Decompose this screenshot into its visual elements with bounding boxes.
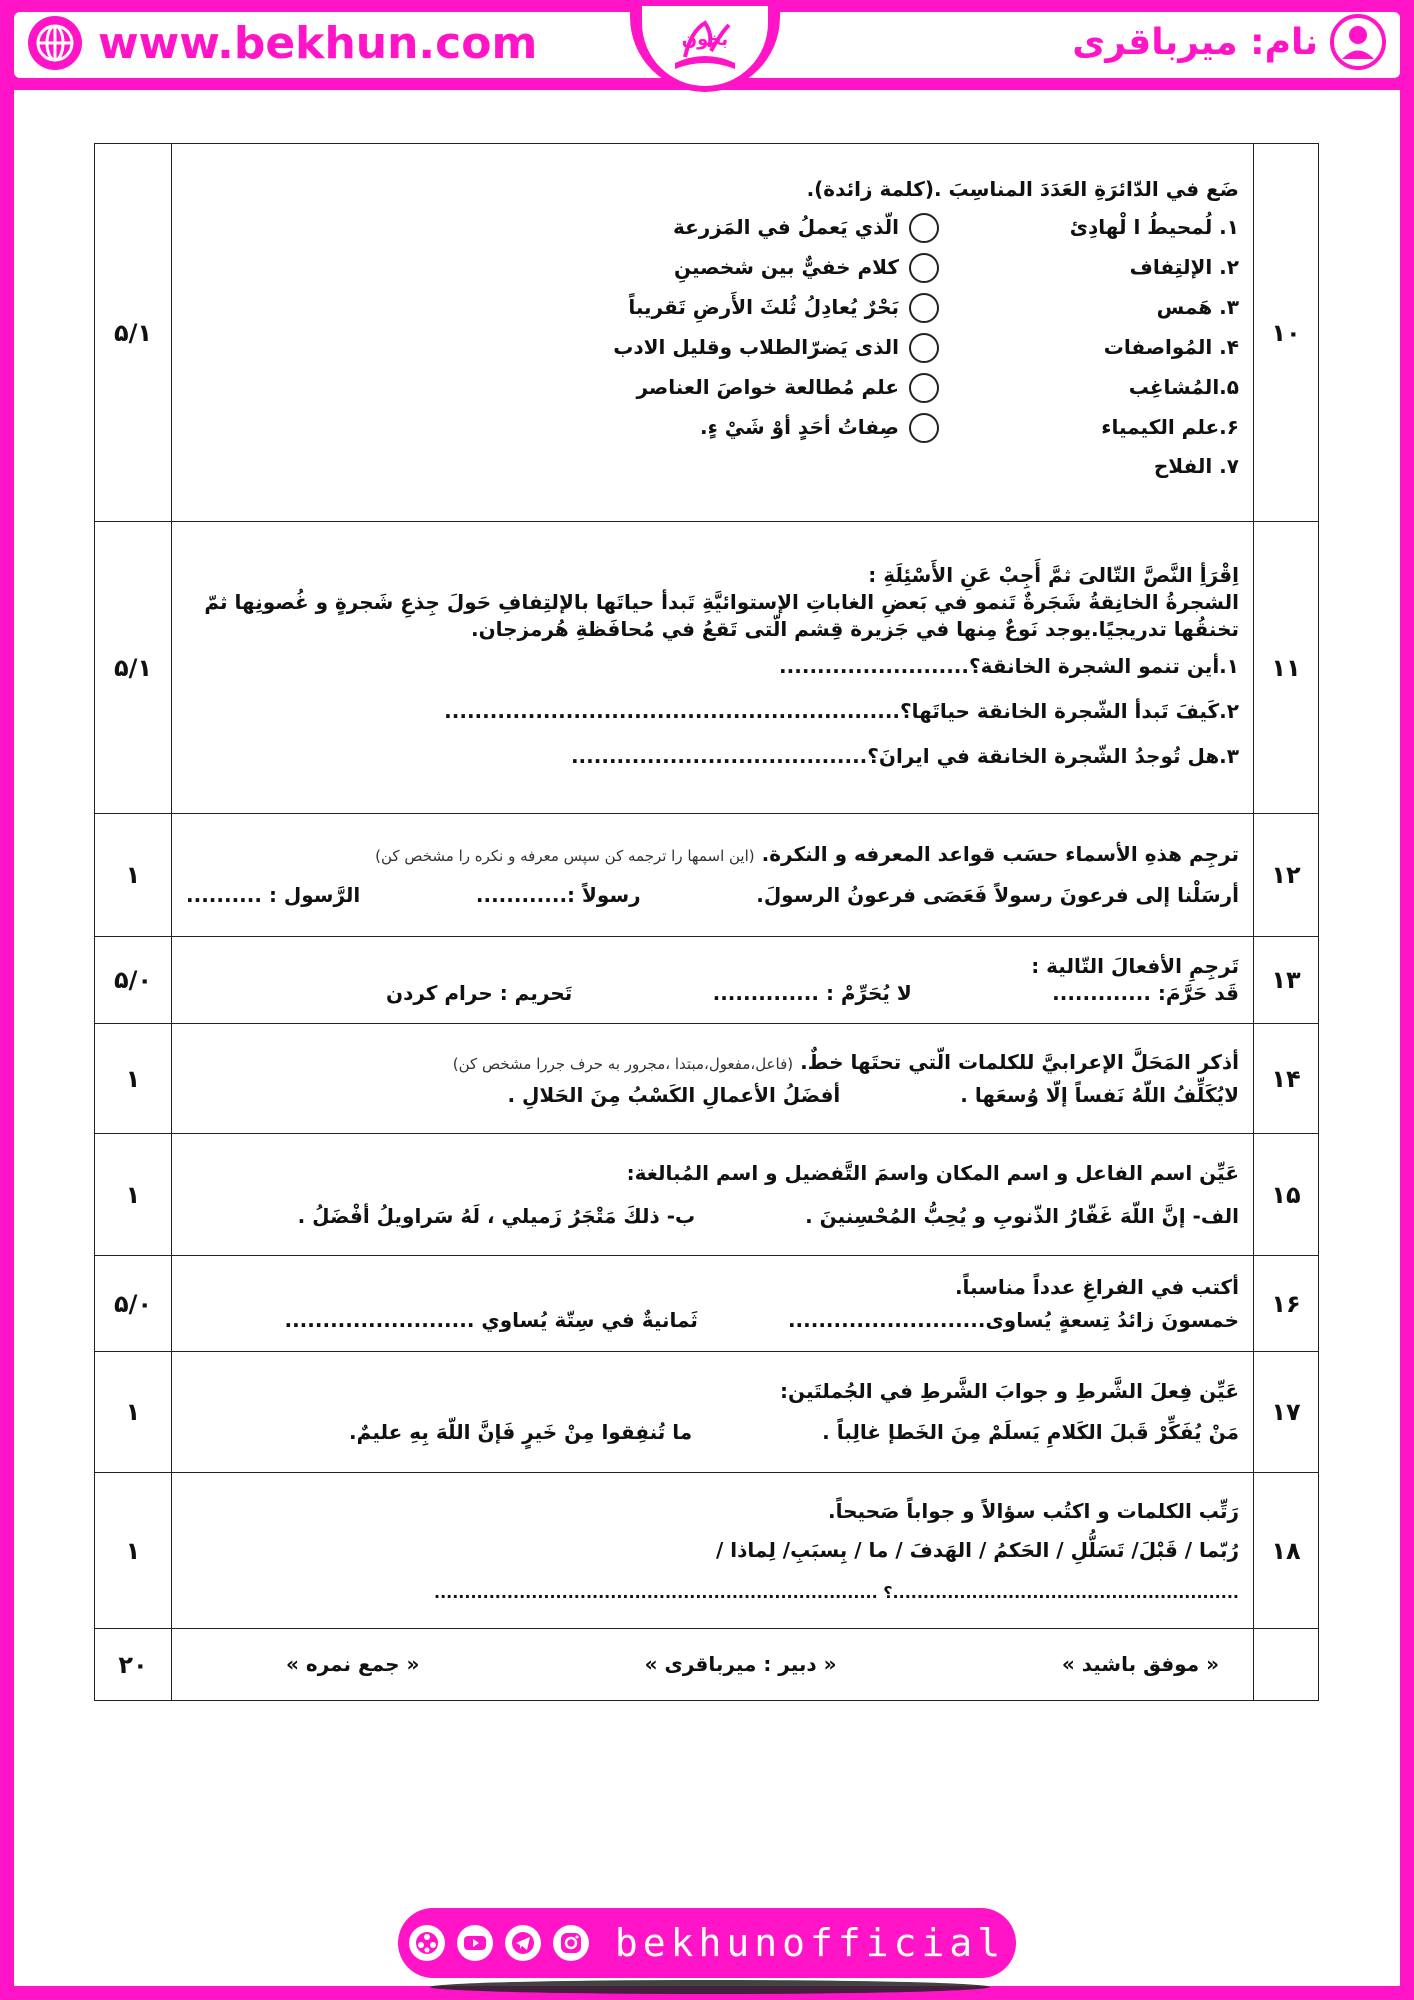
- match-definition: صِفاتُ أحَدٍ أوْ شَيْ ءٍ.: [699, 415, 899, 439]
- question-number: ١٨: [1254, 1473, 1319, 1629]
- match-definition: كلام خفيٌّ بين شخصينِ: [673, 255, 899, 279]
- question-score: ١: [95, 1024, 172, 1134]
- question-title: تَرجِمِ الأفعالَ التّالية :: [1031, 954, 1239, 978]
- reading-passage: الشجرةُ الخانِقةُ شَجَرةٌ تَنمو في بَعضِ الغاباتِ الإستوائيَّةِ تَبدأ حياتَها بالإلتِفافِ حَولَ جِذعِ شَجرةٍ و غُصونِها ثمّ تخنقُها تدريجيًا.يوجد نَوعٌ مِنها في جَزيرة قِشم الّتى تَقعُ في مُحافَظةِ هُرمزجان.: [204, 589, 1239, 641]
- question-number: ١١: [1254, 522, 1319, 814]
- match-term: ٢. الإلتِفاف: [1129, 255, 1239, 279]
- answer-blank[interactable]: .........................................................؟ .........................................................................: [433, 1582, 1239, 1602]
- question-title: رَتِّب الكلمات و اكتُب سؤالاً و جواباً صَحيحاً.: [827, 1498, 1239, 1523]
- question-score: ١/۵: [95, 522, 172, 814]
- match-pair: [186, 453, 1239, 480]
- sentence: ب- ذلكَ مَتْجَرُ زَميلي ، لَهُ سَراويلُ أفْضَلُ .: [297, 1203, 696, 1228]
- answer-blank[interactable]: الرَّسول : ..........: [186, 883, 361, 907]
- social-footer: [398, 1908, 1016, 1978]
- student-name-text: نام: میرباقری: [1072, 21, 1318, 63]
- telegram-icon[interactable]: [505, 1925, 541, 1961]
- question-body: [172, 814, 1254, 937]
- answer-circle[interactable]: [909, 213, 939, 243]
- answer-circle[interactable]: [909, 293, 939, 323]
- sentence: أفضَلُ الأعمالِ الكَسْبُ مِنَ الحَلالِ .: [507, 1082, 841, 1107]
- question-title: عَيِّن اسم الفاعل و اسم المكان واسمَ التَّفضيل و اسم المُبالغة:: [626, 1160, 1239, 1185]
- sentence: الف- إنَّ اللّهَ غَفّارُ الذّنوبِ و يُحِبُّ المُحْسِنينَ .: [805, 1203, 1239, 1228]
- question-body: [172, 1024, 1254, 1134]
- answer-circle[interactable]: [909, 253, 939, 283]
- student-name: [1072, 14, 1386, 70]
- empty-cell: [1254, 1629, 1319, 1701]
- question-title: ترجِم هذهِ الأسماء حسَب قواعد المعرفه و النكرة.: [761, 842, 1239, 866]
- total-label: « جمع نمره »: [286, 1652, 420, 1676]
- match-definition: بَحْرٌ يُعادِلُ ثُلثَ الأَرضِ تَقريباً: [628, 295, 899, 319]
- match-pair: [186, 333, 1239, 363]
- question-title: أكتب في الفراغِ عدداً مناسباً.: [954, 1274, 1239, 1299]
- question-score: ١/۵: [95, 144, 172, 522]
- logo-disc: [642, 6, 768, 86]
- top-bar: [0, 0, 1414, 90]
- answer-blank[interactable]: رسولاً :............: [475, 883, 641, 907]
- answer-blank[interactable]: لا يُحَرِّمْ : ..............: [712, 981, 912, 1005]
- exam-table: [94, 143, 1319, 1701]
- question-number: ١۵: [1254, 1134, 1319, 1256]
- instagram-icon[interactable]: [553, 1925, 589, 1961]
- answer-blank[interactable]: ثَمانيةٌ في سِتّة يُساوي .........................: [284, 1307, 698, 1332]
- website-text: www.bekhun.com: [98, 17, 538, 69]
- question-score: ٠/۵: [95, 937, 172, 1024]
- answer-blank[interactable]: .......................................: [570, 743, 868, 768]
- question-note: (فاعل،مفعول،مبتدا ،مجرور به حرف جررا مشخص کن): [452, 1054, 794, 1073]
- social-handle[interactable]: bekhunofficial: [614, 1921, 1006, 1965]
- youtube-icon[interactable]: [457, 1925, 493, 1961]
- footer-shadow: [430, 1980, 990, 1994]
- question-row-14: [95, 1024, 1319, 1134]
- book-logo-icon: [665, 11, 745, 81]
- question-row-17: [95, 1352, 1319, 1473]
- answer-blank[interactable]: خمسونَ زائدُ تِسعةٍ يُساوى..........................: [787, 1307, 1239, 1332]
- sentence: ما تُنفِقوا مِنْ خَيرٍ فَإنَّ اللّهَ بِهِ عليمٌ.: [349, 1420, 693, 1444]
- match-term: ۶.علم الكيمياء: [1101, 415, 1239, 439]
- question-score: ١: [95, 1473, 172, 1629]
- match-definition: الّذي يَعملُ في المَزرعة: [672, 215, 899, 239]
- answer-circle[interactable]: [909, 413, 939, 443]
- match-term: ٣. هَمس: [1156, 295, 1239, 319]
- globe-icon: [26, 14, 84, 72]
- word-list: رُبّما / قَبْلَ/ تَسَلُّلِ / الحَكمُ / الهَدفَ / ما / بِسبَبِ/ لِماذا /: [716, 1537, 1239, 1562]
- match-term: ٧. الفلاح: [1153, 453, 1239, 478]
- match-term: ۴. المُواصفات: [1103, 335, 1239, 359]
- sub-question: ١.أين تنمو الشجرة الخانقة؟: [969, 653, 1239, 678]
- teacher-text: « دبير : ميرباقرى »: [644, 1652, 837, 1676]
- sub-question: ٢.كَيفَ تَبدأ الشّجرة الخانقة حياتَها؟: [900, 698, 1239, 723]
- question-score: ٠/۵: [95, 1256, 172, 1352]
- logo: [630, 0, 780, 92]
- match-term: ١. لُمحيطُ ا لْهادِئ: [1069, 215, 1239, 239]
- question-body: [172, 144, 1254, 522]
- total-score: ٢٠: [95, 1629, 172, 1701]
- question-body: [172, 1134, 1254, 1256]
- example-answer: تَحريم : حرام كردن: [386, 981, 573, 1005]
- question-number: ١۴: [1254, 1024, 1319, 1134]
- question-row-18: [95, 1473, 1319, 1629]
- match-pair: [186, 253, 1239, 283]
- question-number: ١٢: [1254, 814, 1319, 937]
- question-title: أذكر المَحَلَّ الإعرابيَّ للكلمات الّتي تحتَها خطٌ.: [800, 1049, 1239, 1074]
- match-pair: [186, 373, 1239, 403]
- svg-text:بخون: بخون: [681, 29, 729, 50]
- question-number: ١۶: [1254, 1256, 1319, 1352]
- match-pair: [186, 213, 1239, 243]
- answer-blank[interactable]: .........................: [779, 653, 969, 678]
- question-row-13: [95, 937, 1319, 1024]
- question-score: ١: [95, 1134, 172, 1256]
- total-row: [95, 1629, 1319, 1701]
- answer-blank[interactable]: ............................................................: [444, 698, 901, 723]
- question-row-10: [95, 144, 1319, 522]
- question-number: ١٧: [1254, 1352, 1319, 1473]
- question-number: ١٠: [1254, 144, 1319, 522]
- question-body: [172, 1473, 1254, 1629]
- good-luck-text: « موفق باشيد »: [1061, 1652, 1219, 1676]
- question-body: [172, 1352, 1254, 1473]
- question-note: (این اسمها را ترجمه کن سپس معرفه و نکره را مشخص کن): [375, 847, 755, 865]
- match-definition: علم مُطالعة خواصَ العناصر: [636, 375, 899, 399]
- question-row-12: [95, 814, 1319, 937]
- question-row-11: [95, 522, 1319, 814]
- sentence: مَنْ يُفَكِّرْ قَبلَ الكَلامِ يَسلَمْ مِنَ الخَطإ غالِباً .: [822, 1420, 1239, 1444]
- sentence: أرسَلْنا إلى فرعونَ رسولاً فَعَصَى فرعونُ الرسولَ.: [756, 883, 1239, 907]
- sentence: لايُكَلِّفُ اللّهُ نَفساً إلّا وُسعَها .: [960, 1082, 1239, 1107]
- aparat-icon[interactable]: [409, 1925, 445, 1961]
- question-number: ١٣: [1254, 937, 1319, 1024]
- match-definition: الذى يَضرّالطلاب وقليل الادب: [613, 335, 899, 359]
- total-row-body: [172, 1629, 1254, 1701]
- answer-circle[interactable]: [909, 333, 939, 363]
- question-title: ضَع في الدّائرَةِ العَدَدَ المناسِبَ .(كلمة زائدة).: [806, 176, 1239, 201]
- question-score: ١: [95, 1352, 172, 1473]
- question-body: [172, 522, 1254, 814]
- user-icon: [1330, 14, 1386, 70]
- answer-blank[interactable]: قَد حَرَّمَ: .............: [1052, 981, 1239, 1005]
- match-term: ۵.المُشاغِب: [1128, 375, 1239, 399]
- question-score: ١: [95, 814, 172, 937]
- question-title: عَيِّن فِعلَ الشَّرطِ و جوابَ الشَّرطِ في الجُملتَين:: [779, 1379, 1239, 1403]
- answer-circle[interactable]: [909, 373, 939, 403]
- match-pair: [186, 413, 1239, 443]
- question-body: [172, 937, 1254, 1024]
- question-row-16: [95, 1256, 1319, 1352]
- sub-question: ٣.هل تُوجدُ الشّجرة الخانقة في ايرانَ؟: [867, 743, 1239, 768]
- question-title: اِقْرَأِ النَّصَّ التّالىَ ثمَّ أَجِبْ عَنِ الأَسْئِلَةِ :: [868, 562, 1239, 587]
- question-row-15: [95, 1134, 1319, 1256]
- website-link[interactable]: [26, 14, 537, 72]
- match-pair: [186, 293, 1239, 323]
- question-body: [172, 1256, 1254, 1352]
